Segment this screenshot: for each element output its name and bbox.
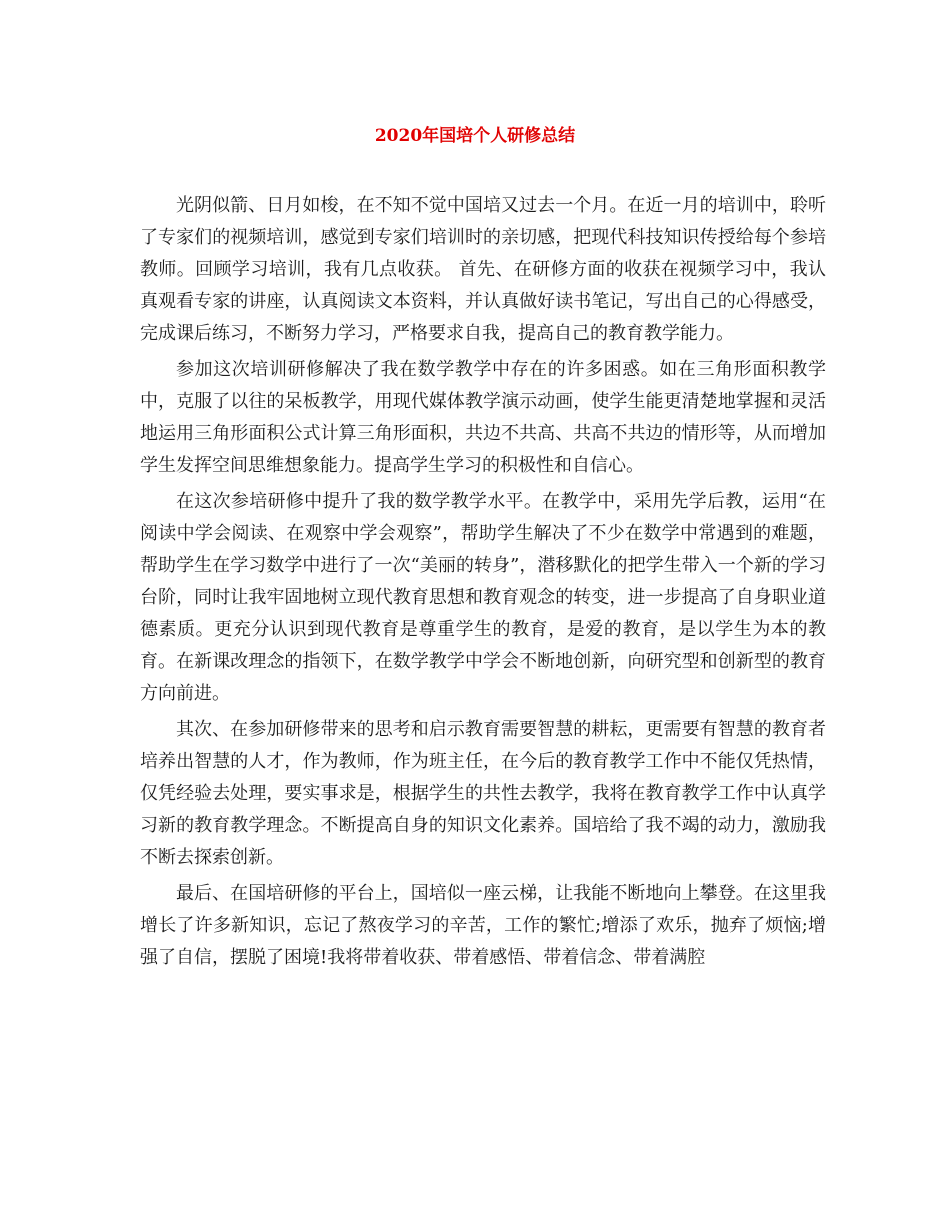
paragraph-3: 在这次参培研修中提升了我的数学教学水平。在教学中，采用先学后教，运用“在阅读中学会阅读、在观察中学会观察”，帮助学生解决了不少在数学中常遇到的难题，帮助学生在学习数学中进行了一次“美丽的转身”，潜移默化的把学生带入一个新的学习台阶，同时让我牢固地树立现代教育思想和教育观念的转变，进一步提高了自身职业道德素质。更充分认识到现代教育是尊重学生的教育，是爱的教育，是以学生为本的教育。在新课改理念的指领下，在数学教学中学会不断地创新，向研究型和创新型的教育方向前进。: [140, 491, 826, 704]
document-title: 2020年国培个人研修总结: [374, 126, 576, 146]
paragraph-4: 其次、在参加研修带来的思考和启示教育需要智慧的耕耘，更需要有智慧的教育者培养出智慧的人才，作为教师，作为班主任，在今后的教育教学工作中不能仅凭热情，仅凭经验去处理，要实事求是，根据学生的共性去教学，我将在教育教学工作中认真学习新的教育教学理念。不断提高自身的知识文化素养。国培给了我不竭的动力，激励我不断去探索创新。: [140, 719, 826, 868]
paragraph-2: 参加这次培训研修解决了我在数学教学中存在的许多困惑。如在三角形面积教学中，克服了以往的呆板教学，用现代媒体教学演示动画，使学生能更清楚地掌握和灵活地运用三角形面积公式计算三角形面积，共边不共高、共高不共边的情形等，从而增加学生发挥空间思维想象能力。提高学生学习的积极性和自信心。: [140, 359, 826, 476]
paragraph-1: 光阴似箭、日月如梭，在不知不觉中国培又过去一个月。在近一月的培训中，聆听了专家们的视频培训，感觉到专家们培训时的亲切感，把现代科技知识传授给每个参培教师。回顾学习培训，我有几点收获。 首先、在研修方面的收获在视频学习中，我认真观看专家的讲座，认真阅读文本资料，并认真做好读书笔记，写出自己的心得感受，完成课后练习，不断努力学习，严格要求自我，提高自己的教育教学能力。: [140, 195, 826, 344]
document-body: [140, 190, 826, 978]
paragraph-5: 最后、在国培研修的平台上，国培似一座云梯，让我能不断地向上攀登。在这里我增长了许多新知识，忘记了熬夜学习的辛苦，工作的繁忙;增添了欢乐，抛弃了烦恼;增强了自信，摆脱了困境!我将带着收获、带着感悟、带着信念、带着满腔: [140, 883, 826, 968]
